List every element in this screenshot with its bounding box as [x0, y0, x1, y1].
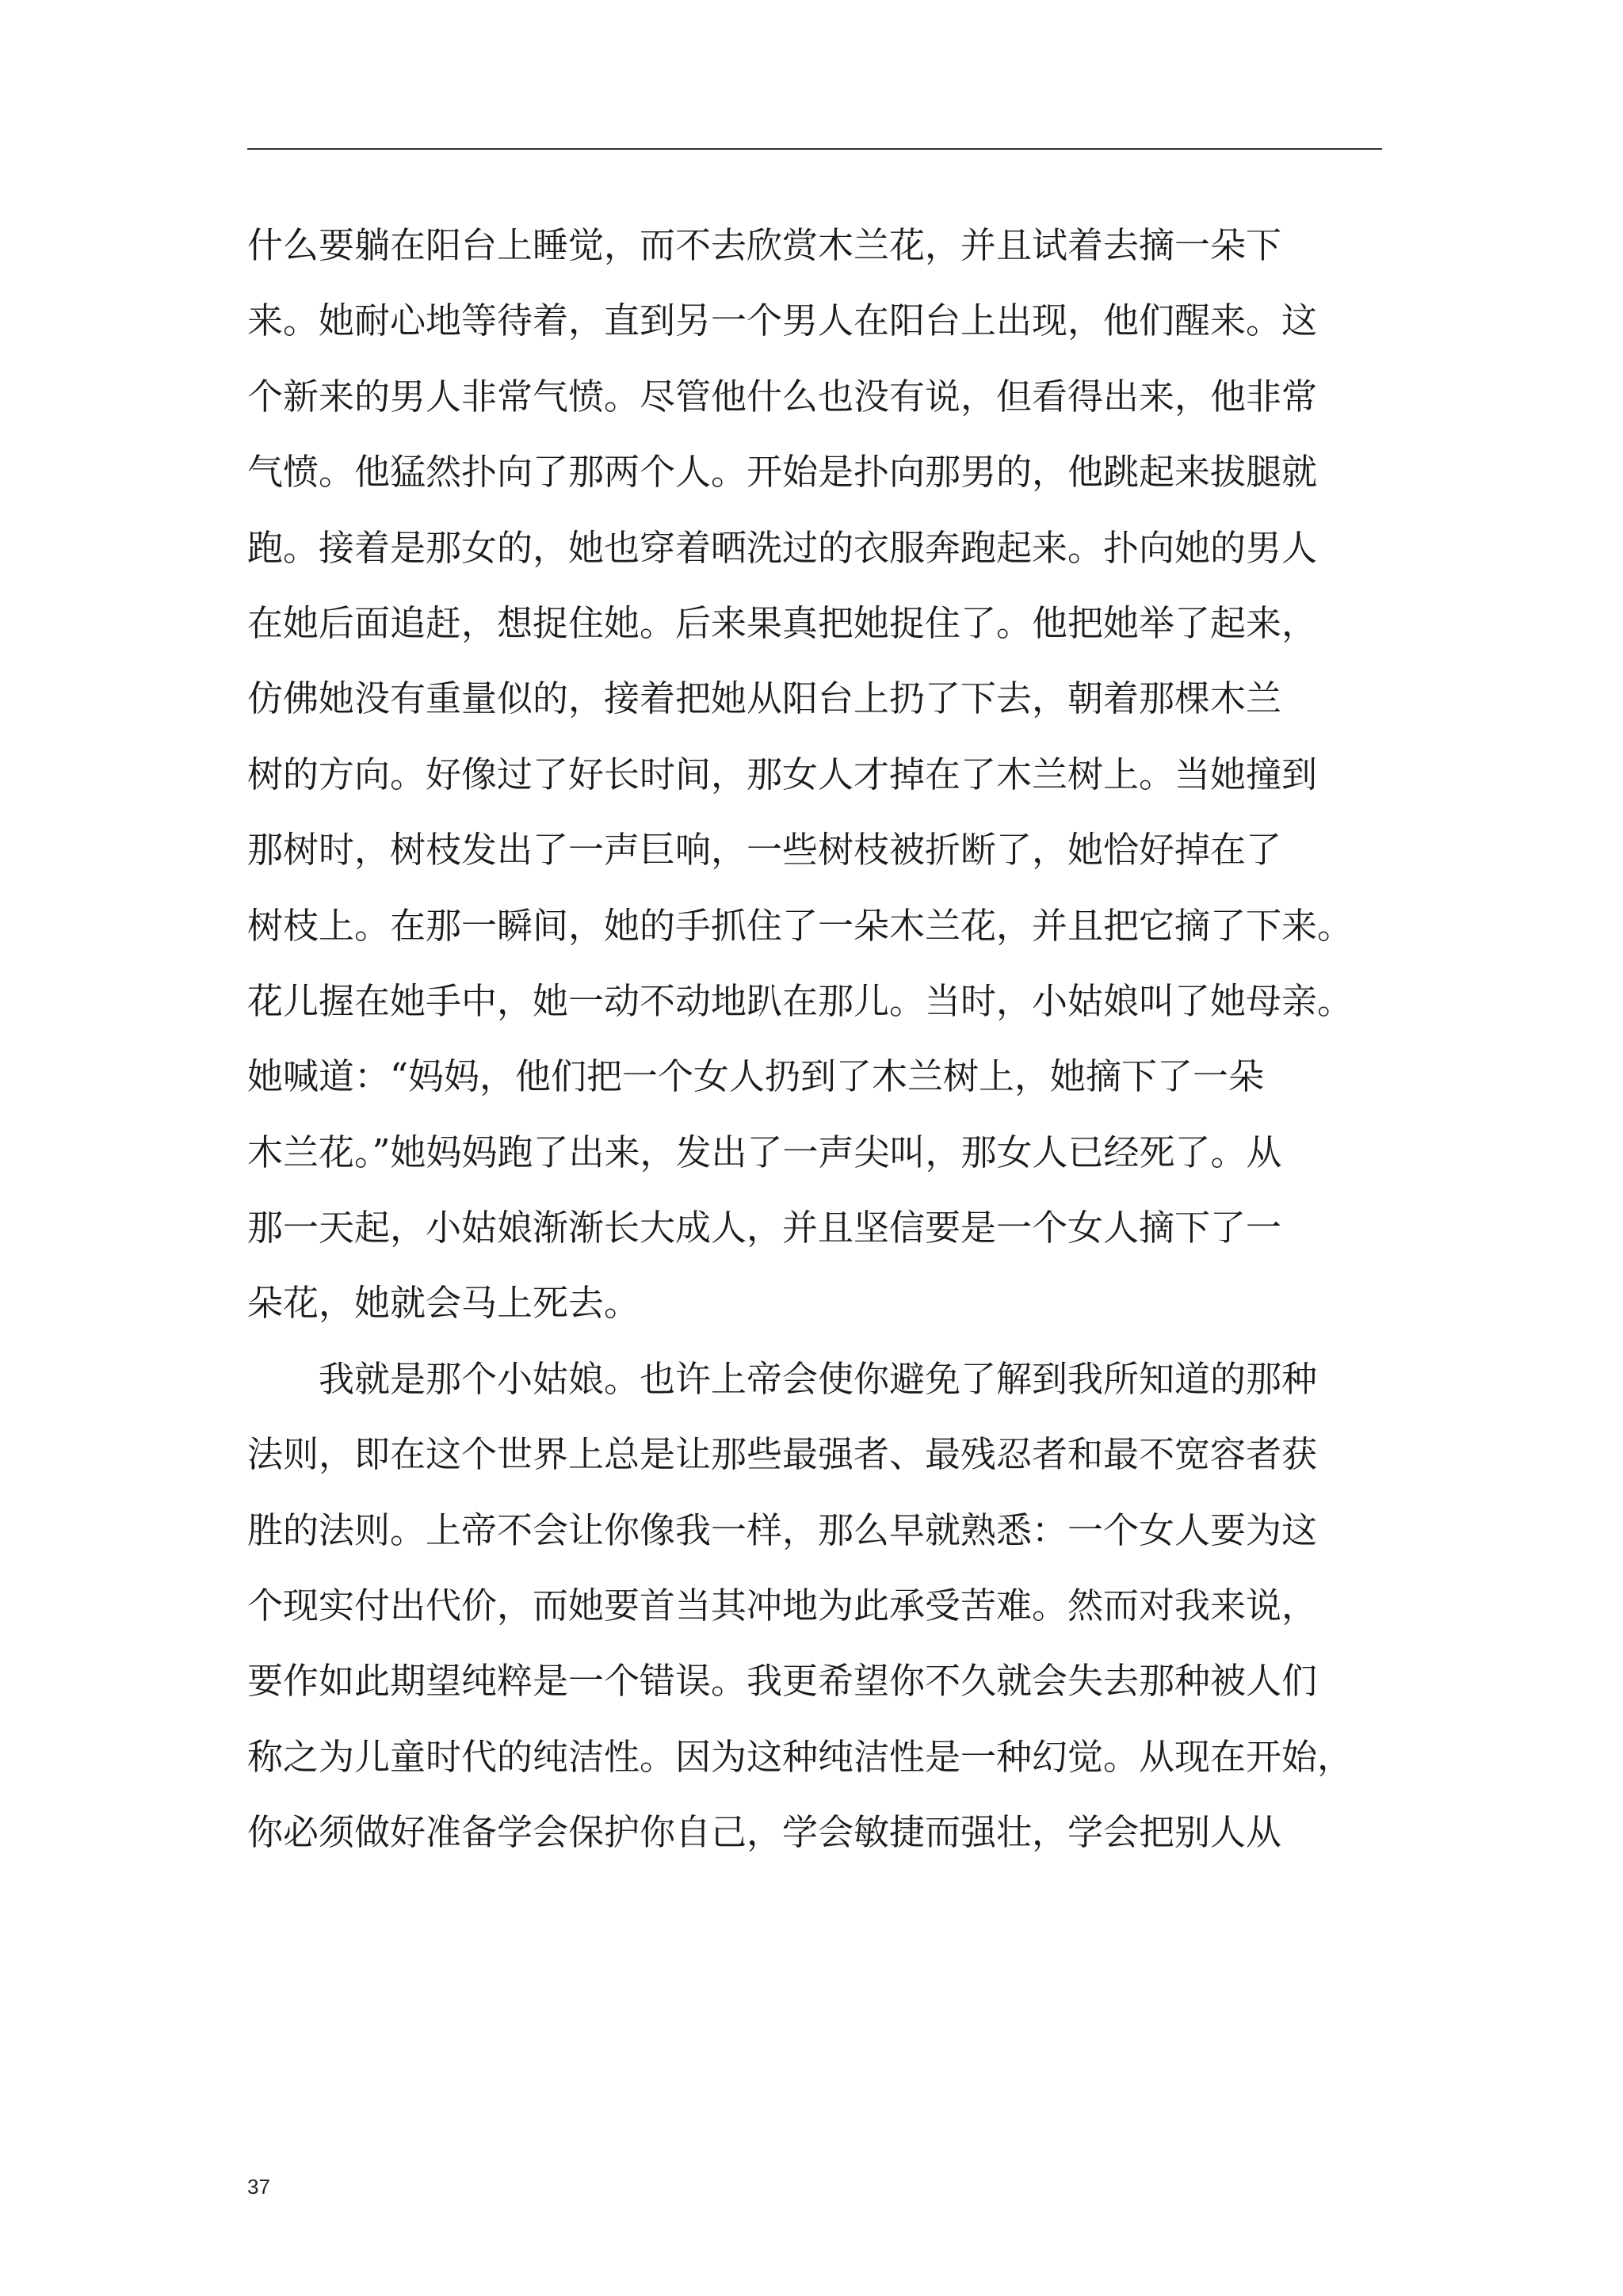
text-line: 来。她耐心地等待着，直到另一个男人在阳台上出现，他们醒来。这: [247, 299, 1318, 342]
text-line: 木兰花。”她妈妈跑了出来，发出了一声尖叫，那女人已经死了。从: [247, 1131, 1282, 1173]
text-line: 跑。接着是那女的，她也穿着晒洗过的衣服奔跑起来。扑向她的男人: [247, 526, 1318, 569]
text-line: 那一天起，小姑娘渐渐长大成人，并且坚信要是一个女人摘下了一: [247, 1207, 1282, 1249]
text-line: 胜的法则。上帝不会让你像我一样，那么早就熟悉：一个女人要为这: [247, 1508, 1318, 1551]
paragraph-start-line: 我就是那个小姑娘。也许上帝会使你避免了解到我所知道的那种: [319, 1357, 1318, 1400]
text-line: 个新来的男人非常气愤。尽管他什么也没有说，但看得出来，他非常: [247, 375, 1318, 418]
text-line: 你必须做好准备学会保护你自己，学会敏捷而强壮，学会把别人从: [247, 1811, 1282, 1854]
header-rule: [247, 148, 1382, 150]
text-line: 要作如此期望纯粹是一个错误。我更希望你不久就会失去那种被人们: [247, 1660, 1318, 1703]
text-line: 个现实付出代价，而她要首当其冲地为此承受苦难。然而对我来说，: [247, 1585, 1318, 1627]
text-line: 朵花，她就会马上死去。: [247, 1282, 640, 1325]
text-line: 称之为儿童时代的纯洁性。因为这种纯洁性是一种幻觉。从现在开始，: [247, 1735, 1354, 1778]
text-line: 在她后面追赶，想捉住她。后来果真把她捉住了。他把她举了起来，: [247, 601, 1318, 644]
text-line: 她喊道：“妈妈，他们把一个女人扔到了木兰树上，她摘下了一朵: [247, 1055, 1265, 1098]
text-line: 什么要躺在阳台上睡觉，而不去欣赏木兰花，并且试着去摘一朵下: [247, 224, 1282, 266]
text-line: 法则，即在这个世界上总是让那些最强者、最残忍者和最不宽容者获: [247, 1433, 1318, 1476]
text-line: 仿佛她没有重量似的，接着把她从阳台上扔了下去，朝着那棵木兰: [247, 677, 1282, 720]
body-text: [247, 208, 1388, 1871]
text-line: 花儿握在她手中，她一动不动地趴在那儿。当时，小姑娘叫了她母亲。: [247, 979, 1354, 1022]
text-line: 树的方向。好像过了好长时间，那女人才掉在了木兰树上。当她撞到: [247, 753, 1318, 795]
text-line: 气愤。他猛然扑向了那两个人。开始是扑向那男的，他跳起来拔腿就: [247, 451, 1318, 494]
page-number: 37: [247, 2175, 270, 2199]
text-line: 那树时，树枝发出了一声巨响，一些树枝被折断了，她恰好掉在了: [247, 829, 1282, 871]
text-line: 树枝上。在那一瞬间，她的手抓住了一朵木兰花，并且把它摘了下来。: [247, 904, 1354, 947]
